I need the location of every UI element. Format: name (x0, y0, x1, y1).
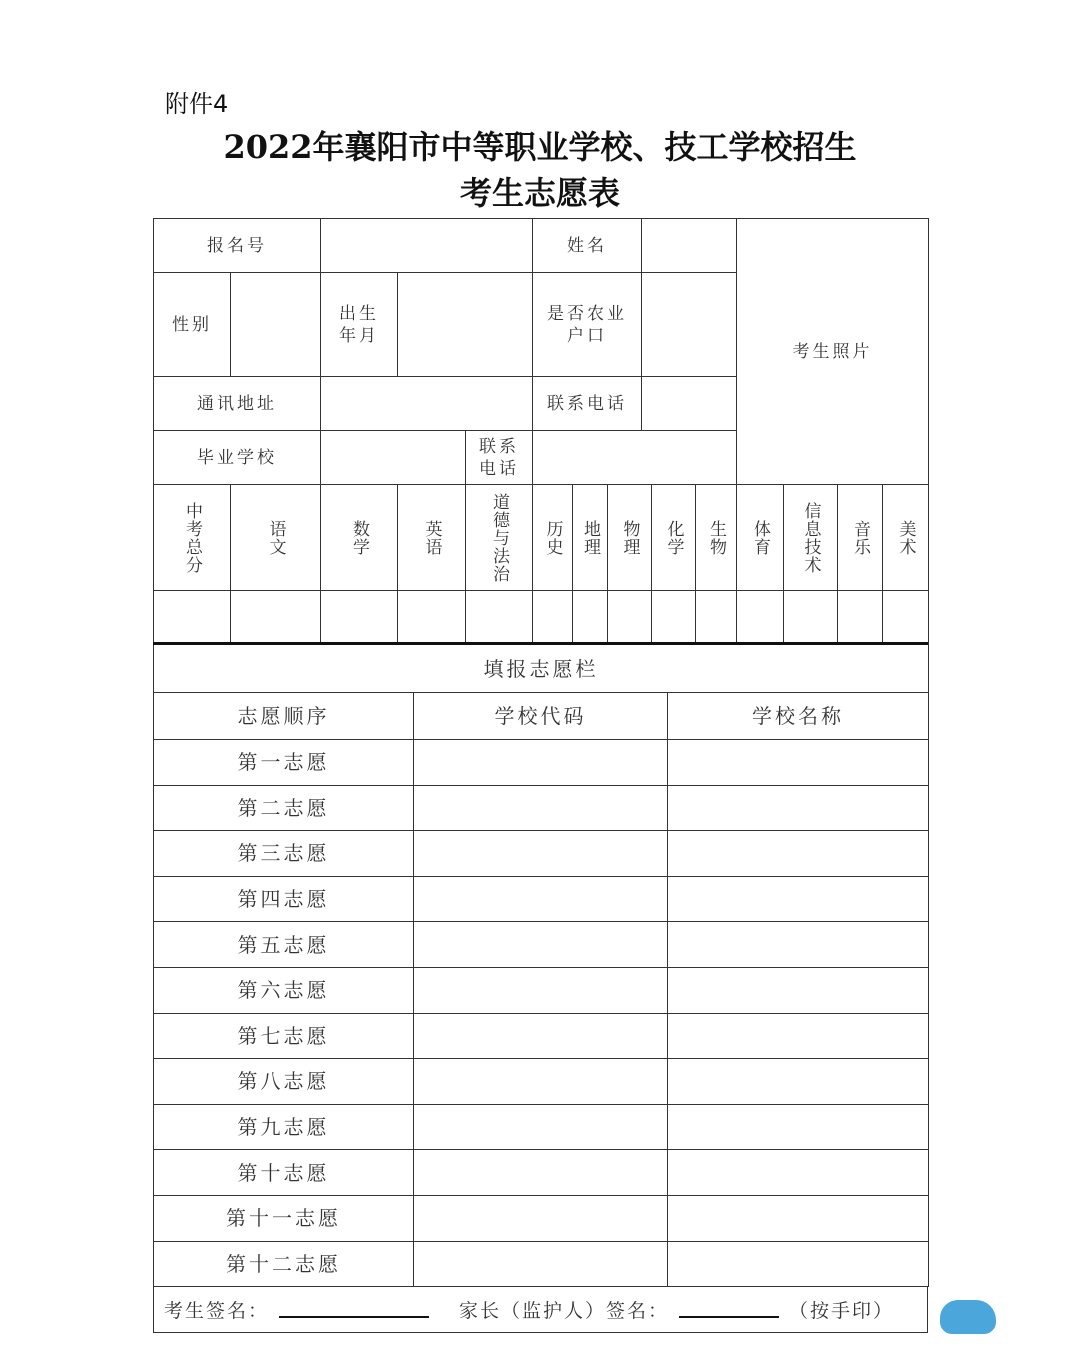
subject-score-field[interactable] (230, 590, 321, 645)
school-name-field[interactable] (667, 830, 929, 877)
subject-header-label: 数学 (349, 519, 369, 556)
school-phone-field[interactable] (532, 430, 737, 485)
wish-order (153, 830, 414, 877)
name-field[interactable] (641, 218, 737, 273)
school-label-label: 毕业学校 (197, 447, 277, 468)
subject-header (695, 484, 737, 591)
wish-order (153, 1013, 414, 1060)
signature-row (153, 1286, 928, 1333)
school-code-field[interactable] (413, 739, 668, 786)
subject-header-label: 物理 (619, 519, 640, 556)
subject-header (320, 484, 398, 591)
subject-header-label: 信息技术 (800, 501, 821, 574)
wish-column-header-label: 志愿顺序 (237, 704, 330, 728)
subject-header-label: 生物 (706, 519, 726, 556)
name-label (532, 218, 642, 273)
wish-order-label: 第三志愿 (237, 841, 330, 866)
school-name-field[interactable] (667, 785, 929, 832)
school-code-field[interactable] (413, 1149, 668, 1196)
wish-order-label: 第六志愿 (237, 978, 330, 1003)
phone-label-label: 联系电话 (547, 393, 627, 414)
subject-header-label: 化学 (663, 519, 684, 556)
subject-header-label: 美术 (895, 519, 916, 556)
school-code-field[interactable] (413, 785, 668, 832)
subject-score-field[interactable] (736, 590, 784, 645)
subject-header (230, 484, 321, 591)
wish-order-label: 第五志愿 (237, 932, 330, 957)
subject-header (651, 484, 696, 591)
wish-order-label: 第八志愿 (237, 1069, 330, 1094)
form-subtitle: 考生志愿表 (459, 174, 620, 212)
subject-score-field[interactable] (607, 590, 652, 645)
school-name-field[interactable] (667, 1104, 929, 1151)
wish-section-title (153, 644, 929, 693)
school-code-field[interactable] (413, 1241, 668, 1288)
school-phone-label (465, 430, 533, 485)
school-phone-label-label: 联系电话 (479, 436, 519, 479)
wish-order (153, 967, 414, 1014)
address-label (153, 376, 321, 431)
wish-order (153, 1195, 414, 1242)
school-name-field[interactable] (667, 1013, 929, 1060)
wish-order-label: 第一志愿 (237, 750, 330, 775)
school-label (153, 430, 321, 485)
subject-header-label: 地理 (580, 519, 600, 556)
subject-header (607, 484, 652, 591)
birth-label (320, 272, 398, 377)
wish-order (153, 1058, 414, 1105)
subject-score-field[interactable] (783, 590, 838, 645)
school-code-field[interactable] (413, 1013, 668, 1060)
wish-order-label: 第十志愿 (237, 1160, 330, 1185)
wish-order (153, 876, 414, 923)
reg-no-label (153, 218, 321, 273)
school-code-field[interactable] (413, 967, 668, 1014)
wish-order (153, 739, 414, 786)
school-name-field[interactable] (667, 1149, 929, 1196)
wish-order-label: 第十二志愿 (226, 1251, 341, 1276)
address-label-label: 通讯地址 (197, 393, 277, 414)
wish-order-label: 第二志愿 (237, 795, 330, 820)
phone-field[interactable] (641, 376, 737, 431)
photo-box[interactable] (736, 218, 929, 485)
subject-score-field[interactable] (465, 590, 533, 645)
agri-label (532, 272, 642, 377)
school-code-field[interactable] (413, 921, 668, 968)
wish-order (153, 785, 414, 832)
wish-order-label: 第七志愿 (237, 1023, 330, 1048)
gender-label-label: 性别 (172, 314, 212, 335)
subject-score-field[interactable] (837, 590, 883, 645)
wish-order (153, 1241, 414, 1288)
phone-label (532, 376, 642, 431)
subject-header (882, 484, 929, 591)
subject-header (783, 484, 838, 591)
subject-header-label: 中考总分 (182, 501, 202, 574)
birth-label-label: 出生年月 (339, 303, 379, 346)
wish-column-header (413, 692, 668, 740)
school-name-field[interactable] (667, 1195, 929, 1242)
subject-score-field[interactable] (882, 590, 929, 645)
school-code-field[interactable] (413, 1058, 668, 1105)
school-name-field[interactable] (667, 876, 929, 923)
subject-header (532, 484, 573, 591)
subject-header (736, 484, 784, 591)
agri-field[interactable] (641, 272, 737, 377)
gender-field[interactable] (230, 272, 321, 377)
wish-order-label: 第十一志愿 (226, 1206, 341, 1231)
wish-order (153, 921, 414, 968)
agri-label-label: 是否农业户口 (547, 303, 627, 346)
subject-header-label: 语文 (265, 519, 286, 556)
subject-header (837, 484, 883, 591)
subject-header-label: 音乐 (850, 519, 870, 556)
wish-order (153, 1149, 414, 1196)
wish-column-header (153, 692, 414, 740)
subject-score-field[interactable] (651, 590, 696, 645)
school-code-field[interactable] (413, 1195, 668, 1242)
school-name-field[interactable] (667, 967, 929, 1014)
school-code-field[interactable] (413, 830, 668, 877)
subject-score-field[interactable] (695, 590, 737, 645)
subject-header (465, 484, 533, 591)
subject-score-field[interactable] (532, 590, 573, 645)
school-name-field[interactable] (667, 1241, 929, 1288)
address-field[interactable] (320, 376, 533, 431)
subject-score-field[interactable] (153, 590, 231, 645)
subject-header-label: 道德与法治 (489, 492, 509, 583)
birth-field[interactable] (397, 272, 533, 377)
school-name-field[interactable] (667, 1058, 929, 1105)
subject-header-label: 体育 (750, 519, 770, 556)
school-name-field[interactable] (667, 921, 929, 968)
form-title: 2022年襄阳市中等职业学校、技工学校招生 (223, 128, 857, 166)
reg-no-label-label: 报名号 (207, 235, 267, 256)
subject-score-field[interactable] (397, 590, 466, 645)
wish-order-label: 第九志愿 (237, 1115, 330, 1140)
wish-column-header-label: 学校代码 (494, 704, 587, 728)
section-divider (153, 642, 928, 645)
subject-header-label: 历史 (542, 519, 563, 556)
parent-signature-label: 家长（监护人）签名： (459, 1300, 670, 1322)
parent-signature-field[interactable] (679, 1302, 779, 1318)
school-code-field[interactable] (413, 1104, 668, 1151)
name-label-label: 姓名 (567, 235, 607, 256)
subject-score-field[interactable] (572, 590, 608, 645)
photo-box-label: 考生照片 (792, 341, 873, 362)
fingerprint-note: （按手印） (789, 1300, 895, 1322)
student-signature-label: 考生签名： (164, 1300, 270, 1322)
cloud-watermark-icon (940, 1300, 996, 1334)
school-code-field[interactable] (413, 876, 668, 923)
subject-header (397, 484, 466, 591)
student-signature-field[interactable] (279, 1302, 429, 1318)
wish-column-header (667, 692, 929, 740)
wish-order-label: 第四志愿 (237, 887, 330, 912)
wish-section-title-label: 填报志愿栏 (483, 656, 599, 681)
reg-no-field[interactable] (320, 218, 533, 273)
school-name-field[interactable] (667, 739, 929, 786)
school-field[interactable] (320, 430, 466, 485)
subject-score-field[interactable] (320, 590, 398, 645)
gender-label (153, 272, 231, 377)
attachment-label: 附件4 (165, 90, 229, 118)
wish-column-header-label: 学校名称 (752, 704, 844, 728)
subject-header-label: 英语 (421, 519, 442, 556)
subject-header (572, 484, 608, 591)
subject-header (153, 484, 231, 591)
wish-order (153, 1104, 414, 1151)
